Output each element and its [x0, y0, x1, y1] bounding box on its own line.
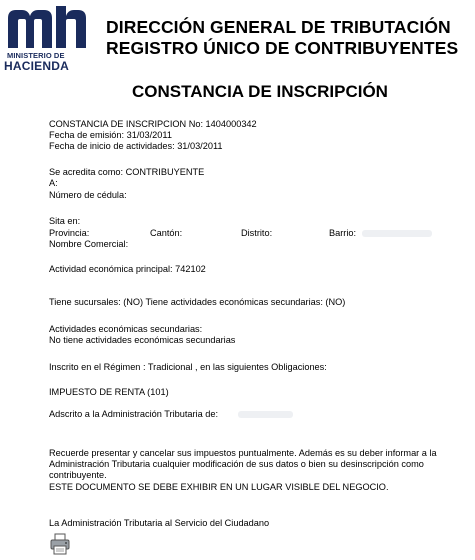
- adscrito-line: Adscrito a la Administración Tributaria de:: [49, 409, 219, 419]
- sita-label: Sita en:: [49, 216, 81, 226]
- fecha-emision: Fecha de emisión: 31/03/2011: [49, 130, 172, 140]
- actividad-principal: Actividad económica principal: 742102: [49, 264, 206, 274]
- recuerde-line1: Recuerde presentar y cancelar sus impuestos puntualmente. Además es su deber informar a la: [49, 448, 437, 458]
- recuerde-line3: contribuyente.: [49, 470, 107, 480]
- sucursales-line: Tiene sucursales: (NO) Tiene actividades económicas secundarias: (NO): [49, 297, 346, 307]
- recuerde-line2: Administración Tributaria cualquier modificación de sus datos o bien su desinscripción como: [49, 459, 424, 469]
- print-button[interactable]: [50, 533, 70, 555]
- logo-ministerio-text: MINISTERIO DE: [7, 51, 65, 60]
- mh-logo-mark-icon: [2, 4, 88, 50]
- a-label: A:: [49, 178, 58, 188]
- constancia-number: CONSTANCIA DE INSCRIPCION No: 1404000342: [49, 119, 257, 129]
- provincia-label: Provincia:: [49, 228, 90, 238]
- secundarias-value: No tiene actividades económicas secundarias: [49, 335, 236, 345]
- acredita-como: Se acredita como: CONTRIBUYENTE: [49, 167, 205, 177]
- cedula-label: Número de cédula:: [49, 190, 127, 200]
- redacted-administracion: [238, 411, 293, 418]
- logo-hacienda-text: HACIENDA: [4, 59, 69, 73]
- distrito-label: Distrito:: [241, 228, 273, 238]
- footer-text: La Administración Tributaria al Servicio del Ciudadano: [49, 518, 270, 528]
- impuesto-renta: IMPUESTO DE RENTA (101): [49, 387, 169, 397]
- printer-icon: [50, 533, 70, 555]
- secundarias-label: Actividades económicas secundarias:: [49, 324, 203, 334]
- exhibir-notice: ESTE DOCUMENTO SE DEBE EXHIBIR EN UN LUGAR VISIBLE DEL NEGOCIO.: [49, 482, 389, 492]
- nombre-comercial-label: Nombre Comercial:: [49, 239, 129, 249]
- ministerio-hacienda-logo: [2, 4, 88, 73]
- redacted-barrio: [362, 230, 432, 237]
- header-line2: REGISTRO ÚNICO DE CONTRIBUYENTES: [106, 38, 459, 58]
- document-title: CONSTANCIA DE INSCRIPCIÓN: [132, 82, 388, 101]
- canton-label: Cantón:: [150, 228, 183, 238]
- header-line1: DIRECCIÓN GENERAL DE TRIBUTACIÓN: [106, 17, 451, 37]
- barrio-label: Barrio:: [329, 228, 357, 238]
- fecha-inicio: Fecha de inicio de actividades: 31/03/2011: [49, 141, 223, 151]
- regimen-line: Inscrito en el Régimen : Tradicional , en las siguientes Obligaciones:: [49, 362, 327, 372]
